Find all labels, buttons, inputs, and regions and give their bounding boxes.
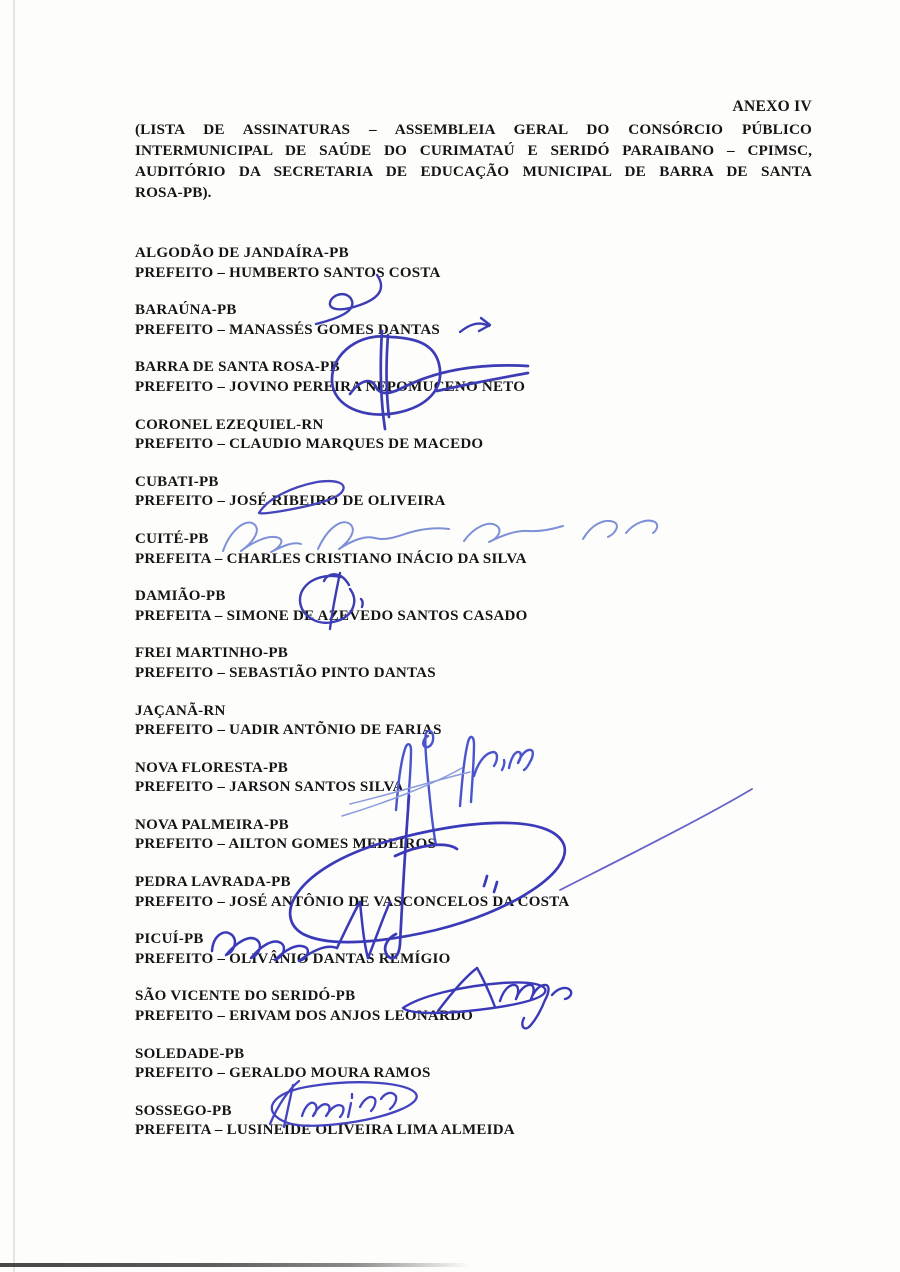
list-item xyxy=(135,244,845,283)
municipality-name: PEDRA LAVRADA-PB xyxy=(135,874,291,891)
list-item xyxy=(135,644,845,683)
heading-line: INTERMUNICIPAL DE SAÚDE DO CURIMATAÚ E SERIDÓ PARAIBANO – CPIMSC, xyxy=(135,142,812,159)
official-name: PREFEITO – MANASSÉS GOMES DANTAS xyxy=(135,321,440,338)
municipality-name: SOSSEGO-PB xyxy=(135,1102,232,1119)
official-name: PREFEITA – LUSINEIDE OLIVEIRA LIMA ALMEIDA xyxy=(135,1122,515,1139)
municipality-name: BARAÚNA-PB xyxy=(135,302,237,319)
municipality-name: SOLEDADE-PB xyxy=(135,1045,245,1062)
official-name: PREFEITO – HUMBERTO SANTOS COSTA xyxy=(135,264,441,281)
municipality-name: CUITÉ-PB xyxy=(135,530,209,547)
official-name: PREFEITO – UADIR ANTÕNIO DE FARIAS xyxy=(135,722,442,739)
municipality-name: CUBATI-PB xyxy=(135,473,219,490)
list-item xyxy=(135,930,845,969)
official-name: PREFEITO – AILTON GOMES MEDEIROS xyxy=(135,836,437,853)
official-name: PREFEITO – SEBASTIÃO PINTO DANTAS xyxy=(135,664,436,681)
municipality-name: NOVA FLORESTA-PB xyxy=(135,759,289,776)
municipality-name: JAÇANÃ-RN xyxy=(135,702,226,719)
list-item xyxy=(135,416,845,455)
signature-list xyxy=(135,244,845,1159)
list-item xyxy=(135,816,845,855)
document-heading-paragraph xyxy=(135,119,812,203)
municipality-name: DAMIÃO-PB xyxy=(135,588,226,605)
municipality-name: SÃO VICENTE DO SERIDÓ-PB xyxy=(135,988,356,1005)
list-item xyxy=(135,530,845,569)
scan-paper-edge-bottom xyxy=(0,1263,470,1267)
list-item xyxy=(135,587,845,626)
official-name: PREFEITO – JARSON SANTOS SILVA xyxy=(135,779,404,796)
official-name: PREFEITO – CLAUDIO MARQUES DE MACEDO xyxy=(135,436,484,453)
municipality-name: NOVA PALMEIRA-PB xyxy=(135,816,289,833)
list-item xyxy=(135,702,845,741)
list-item xyxy=(135,358,845,397)
official-name: PREFEITA – SIMONE DE AZEVEDO SANTOS CASADO xyxy=(135,607,528,624)
list-item xyxy=(135,473,845,512)
list-item xyxy=(135,301,845,340)
list-item xyxy=(135,873,845,912)
municipality-name: ALGODÃO DE JANDAÍRA-PB xyxy=(135,245,349,261)
heading-line: AUDITÓRIO DA SECRETARIA DE EDUCAÇÃO MUNICIPAL DE BARRA DE SANTA xyxy=(135,163,812,180)
heading-line: ROSA-PB). xyxy=(135,184,212,201)
list-item xyxy=(135,987,845,1026)
municipality-name: PICUÍ-PB xyxy=(135,931,204,948)
official-name: PREFEITO – JOSÉ RIBEIRO DE OLIVEIRA xyxy=(135,493,446,510)
municipality-name: FREI MARTINHO-PB xyxy=(135,645,289,662)
scan-paper-edge-left xyxy=(13,0,15,1272)
list-item xyxy=(135,759,845,798)
list-item xyxy=(135,1045,845,1084)
official-name: PREFEITO – JOSÉ ANTÔNIO DE VASCONCELOS DA COSTA xyxy=(135,893,570,910)
heading-line: (LISTA DE ASSINATURAS – ASSEMBLEIA GERAL DO CONSÓRCIO PÚBLICO xyxy=(135,121,812,138)
official-name: PREFEITO – JOVINO PEREIRA NEPOMUCENO NETO xyxy=(135,378,526,395)
list-item xyxy=(135,1102,845,1141)
municipality-name: BARRA DE SANTA ROSA-PB xyxy=(135,359,340,376)
official-name: PREFEITA – CHARLES CRISTIANO INÁCIO DA SILVA xyxy=(135,550,527,567)
official-name: PREFEITO – OLIVÂNIO DANTAS REMÍGIO xyxy=(135,950,451,967)
official-name: PREFEITO – GERALDO MOURA RAMOS xyxy=(135,1065,431,1082)
municipality-name: CORONEL EZEQUIEL-RN xyxy=(135,416,324,433)
annex-title: ANEXO IV xyxy=(732,98,812,115)
official-name: PREFEITO – ERIVAM DOS ANJOS LEONARDO xyxy=(135,1008,474,1025)
